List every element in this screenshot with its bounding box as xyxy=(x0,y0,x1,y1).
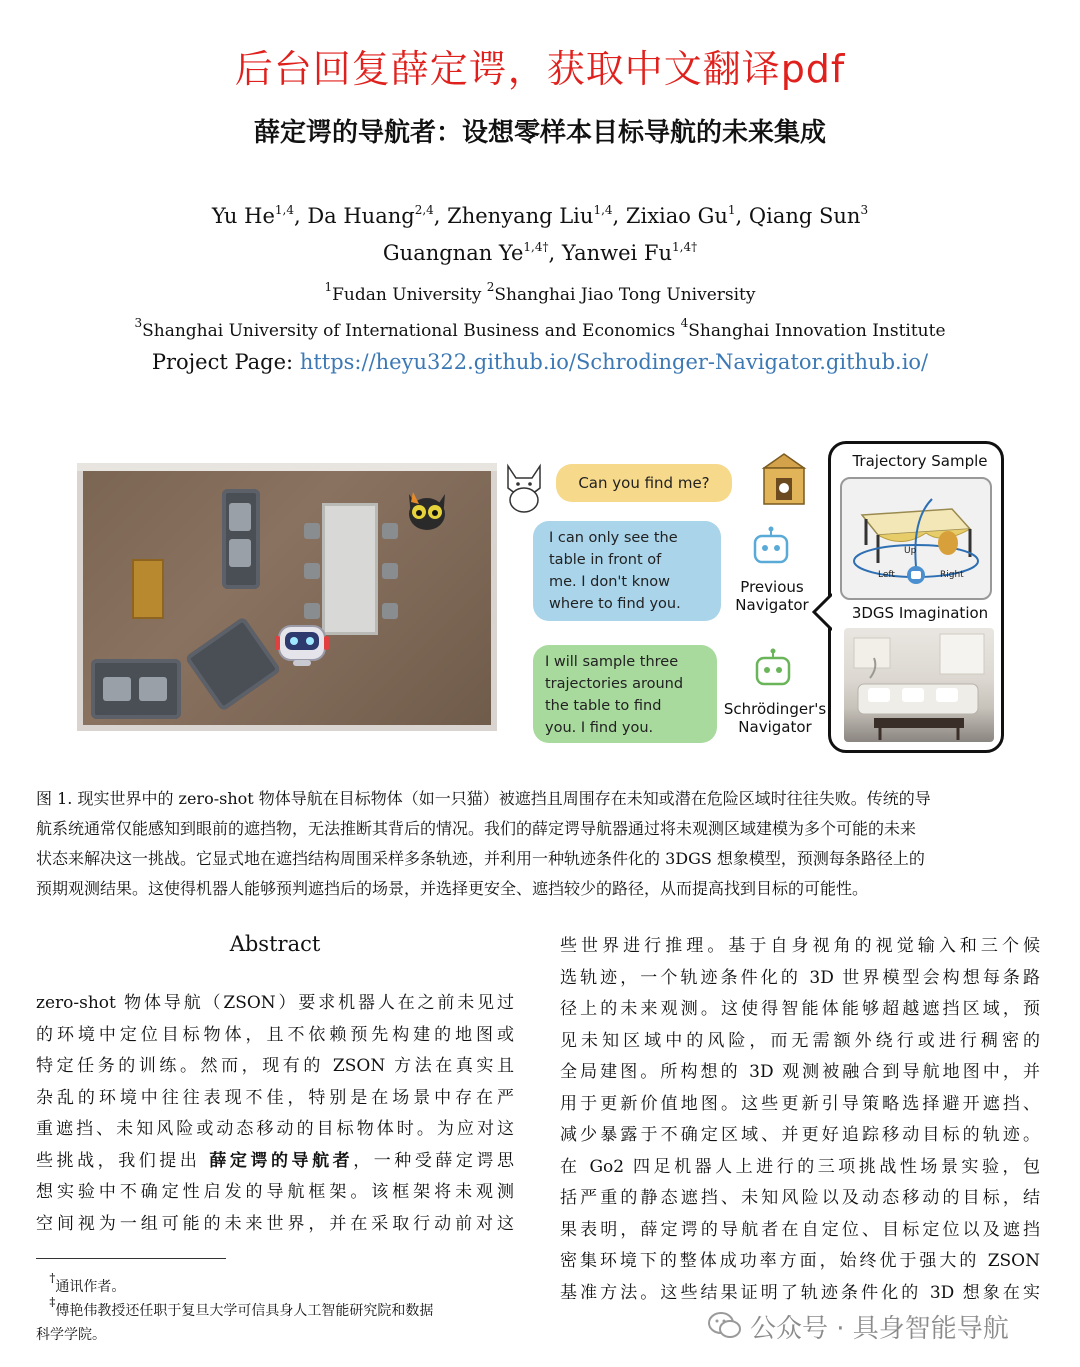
author-sup: 1 xyxy=(727,203,736,217)
traj-left-label: Left xyxy=(878,570,895,580)
imagination-title: 3DGS Imagination xyxy=(851,604,989,622)
black-cat-icon xyxy=(403,484,451,538)
author-name: Zhenyang Liu xyxy=(447,204,594,228)
promo-banner: 后台回复薛定谔，获取中文翻译pdf xyxy=(234,47,846,91)
bubble-line: me. I don't know xyxy=(549,574,671,590)
armchair xyxy=(185,616,282,711)
schrodinger-navigator-label xyxy=(716,700,834,736)
author-sup: 2,4 xyxy=(414,203,434,217)
author-sup: 3 xyxy=(860,203,869,217)
affiliation: Shanghai Innovation Institute xyxy=(688,321,946,341)
author-sup: 1,4† xyxy=(672,240,698,254)
author-name: Yanwei Fu xyxy=(561,241,673,265)
wechat-icon xyxy=(708,1311,742,1341)
3dgs-room-image xyxy=(844,628,994,742)
panel-pointer xyxy=(812,592,832,632)
abstract-line: 选轨迹，一个轨迹条件化的 3D 世界模型会构想每条路 xyxy=(560,967,1040,988)
method-name: 薛定谔的导航者 xyxy=(209,1150,354,1171)
dining-table xyxy=(322,503,378,635)
footnote-2 xyxy=(36,1290,516,1347)
abstract-line: 括严重的静态遮挡、未知风险以及动态移动的目标，结 xyxy=(560,1188,1040,1208)
traj-right-label: Right xyxy=(940,570,964,580)
traj-up-label: Up xyxy=(904,546,917,556)
affiliation-sup: 3 xyxy=(134,316,143,330)
abstract-line: 些世界进行推理。基于自身视角的视觉输入和三个候 xyxy=(560,936,1040,956)
author-line-2: Guangnan $Ye^{1,4\dagger}$, Yanwei $Fu^{1,4\dagger}$ xyxy=(382,240,698,265)
label-line: Schrödinger's xyxy=(723,700,827,718)
caption-line: 图 1. 现实世界中的 zero-shot 物体导航在目标物体（如一只猫）被遮挡且周围存在未知或潜在危险区域时往往失败。传统的导 xyxy=(36,789,931,808)
abstract-line: 特定任务的训练。然而，现有的 ZSON 方法在真实且 xyxy=(36,1056,514,1076)
label-line: Navigator xyxy=(735,596,809,614)
abstract-line: 想实验中不确定性启发的导航框架。该框架将未观测 xyxy=(36,1182,514,1202)
abstract-line: zero-shot 物体导航（ZSON）要求机器人在之前未见过 xyxy=(36,993,514,1013)
abstract-line: 全局建图。所构想的 3D 观测被融合到导航地图中，并 xyxy=(560,1062,1040,1082)
affiliation-sup: 2 xyxy=(486,280,495,294)
abstract-line: 用于更新价值地图。这些更新引导策略选择避开遮挡、 xyxy=(560,1093,1040,1114)
abstract-line: 杂乱的环境中往往表现不佳，特别是在场景中存在严 xyxy=(36,1087,514,1108)
wechat-watermark xyxy=(708,1306,1053,1346)
abstract-line: 果表明，薛定谔的导航者在自定位、目标定位以及遮挡 xyxy=(560,1219,1040,1240)
bubble-line: you. I find you. xyxy=(545,720,654,736)
abstract-text: 些挑战，我们提出 xyxy=(36,1150,201,1171)
footnote-mark: † xyxy=(49,1271,56,1285)
cat-in-box-icon xyxy=(754,444,814,508)
project-label: Project Page: xyxy=(151,350,294,374)
abstract-line: 重遮挡、未知风险或动态移动的目标物体时。为应对这 xyxy=(36,1119,514,1139)
affiliation: Shanghai Jiao Tong University xyxy=(494,285,756,305)
bubble-line: I will sample three xyxy=(545,654,679,670)
author-name: Yu He xyxy=(211,204,275,228)
author-line-1: Yu He$^{1,4}$, Da Huang$^{2,4}$, Zhenyang Liu$^{1,4}$, Zixiao Gu$^1$, Qiang Sun$^3$ xyxy=(211,203,869,228)
author-name: Guangnan Ye xyxy=(382,241,524,265)
footnote-text: 傅艳伟教授还任职于复旦大学可信具身人工智能研究院和数据 xyxy=(55,1303,434,1319)
caption-line: 预期观测结果。这使得机器人能够预判遮挡后的场景，并选择更安全、遮挡较少的路径，从而提高找到目标的可能性。 xyxy=(36,879,869,898)
affiliation-sup: 4 xyxy=(680,316,689,330)
abstract-line: 空间视为一组可能的未来世界，并在采取行动前对这 xyxy=(36,1213,514,1234)
paper-title: 薛定谔的导航者：设想零样本目标导航的未来集成 xyxy=(253,118,826,148)
footnote-text: 通讯作者。 xyxy=(55,1279,126,1295)
white-cat-icon xyxy=(500,458,548,514)
abstract-heading: Abstract xyxy=(229,932,321,956)
bubble-line: the table to find xyxy=(545,698,662,714)
affiliations-line-2 xyxy=(0,316,1080,341)
robot-icon xyxy=(275,618,329,668)
project-page xyxy=(0,350,1080,374)
footnote-mark: ‡ xyxy=(49,1295,56,1309)
bubble-line: where to find you. xyxy=(549,596,681,612)
author-name: Da Huang xyxy=(307,204,415,228)
abstract-line: 见未知区域中的风险，而无需额外绕行或进行稠密的 xyxy=(560,1030,1040,1051)
trajectory-sample-diagram xyxy=(840,477,992,600)
robot-head-icon xyxy=(752,648,794,688)
caption-line: 状态来解决这一挑战。它显式地在遮挡结构周围采样多条轨迹，并利用一种轨迹条件化的 3DGS 想象模型，预测每条路径上的 xyxy=(36,849,925,868)
watermark-text: 公众号 · 具身智能导航 xyxy=(750,1313,1009,1344)
figure-caption xyxy=(36,784,1042,904)
schrodinger-navigator-bubble xyxy=(533,645,717,743)
footnote-rule xyxy=(36,1258,226,1259)
author-name: Zixiao Gu xyxy=(625,204,728,228)
author-sup: 1,4† xyxy=(523,240,549,254)
abstract-right-column xyxy=(560,931,1040,1309)
abstract-line: 基准方法。这些结果证明了轨迹条件化的 3D 想象在实 xyxy=(560,1282,1040,1303)
robot-head-icon xyxy=(750,526,792,566)
previous-navigator-bubble xyxy=(533,521,721,621)
abstract-line: 径上的未来观测。这使得智能体能够超越遮挡区域，预 xyxy=(560,999,1040,1019)
author-sup: 1,4 xyxy=(593,203,613,217)
shelf xyxy=(132,559,164,619)
affiliation: Fudan University xyxy=(332,285,482,305)
abstract-line: 减少暴露于不确定区域、并更好追踪移动目标的轨迹。 xyxy=(560,1125,1040,1145)
affiliation-sup: 1 xyxy=(324,280,333,294)
bubble-line: trajectories around xyxy=(545,676,684,692)
affiliation: Shanghai University of International Business and Economics xyxy=(142,321,676,341)
abstract-line: 密集环境下的整体成功率方面，始终优于强大的 ZSON xyxy=(560,1251,1040,1271)
abstract-text: ，一种受薛定谔思 xyxy=(353,1150,515,1171)
abstract-line xyxy=(36,1146,514,1178)
author-name: Qiang Sun xyxy=(748,204,861,228)
label-line: Navigator xyxy=(738,718,812,736)
author-sup: 1,4 xyxy=(274,203,294,217)
footnote-text: 科学学院。 xyxy=(36,1327,106,1343)
abstract-line: 在 Go2 四足机器人上进行的三项挑战性场景实验，包 xyxy=(560,1156,1041,1177)
previous-navigator-label xyxy=(730,578,814,614)
label-line: Previous xyxy=(740,578,804,596)
abstract-line: 的环境中定位目标物体，且不依赖预先构建的地图或 xyxy=(36,1024,514,1045)
bubble-line: I can only see the xyxy=(549,530,678,546)
abstract-left-column xyxy=(36,988,514,1240)
bubble-line: table in front of xyxy=(549,552,662,568)
find-me-bubble: Can you find me? xyxy=(556,464,732,502)
affiliations-line-1 xyxy=(0,280,1080,305)
caption-line: 航系统通常仅能感知到眼前的遮挡物，无法推断其背后的情况。我们的薛定谔导航器通过将未观测区域建模为多个可能的未来 xyxy=(36,819,917,838)
project-url-link[interactable]: https://heyu322.github.io/Schrodinger-Navigator.github.io/ xyxy=(299,350,929,374)
trajectory-sample-title: Trajectory Sample xyxy=(852,452,988,470)
